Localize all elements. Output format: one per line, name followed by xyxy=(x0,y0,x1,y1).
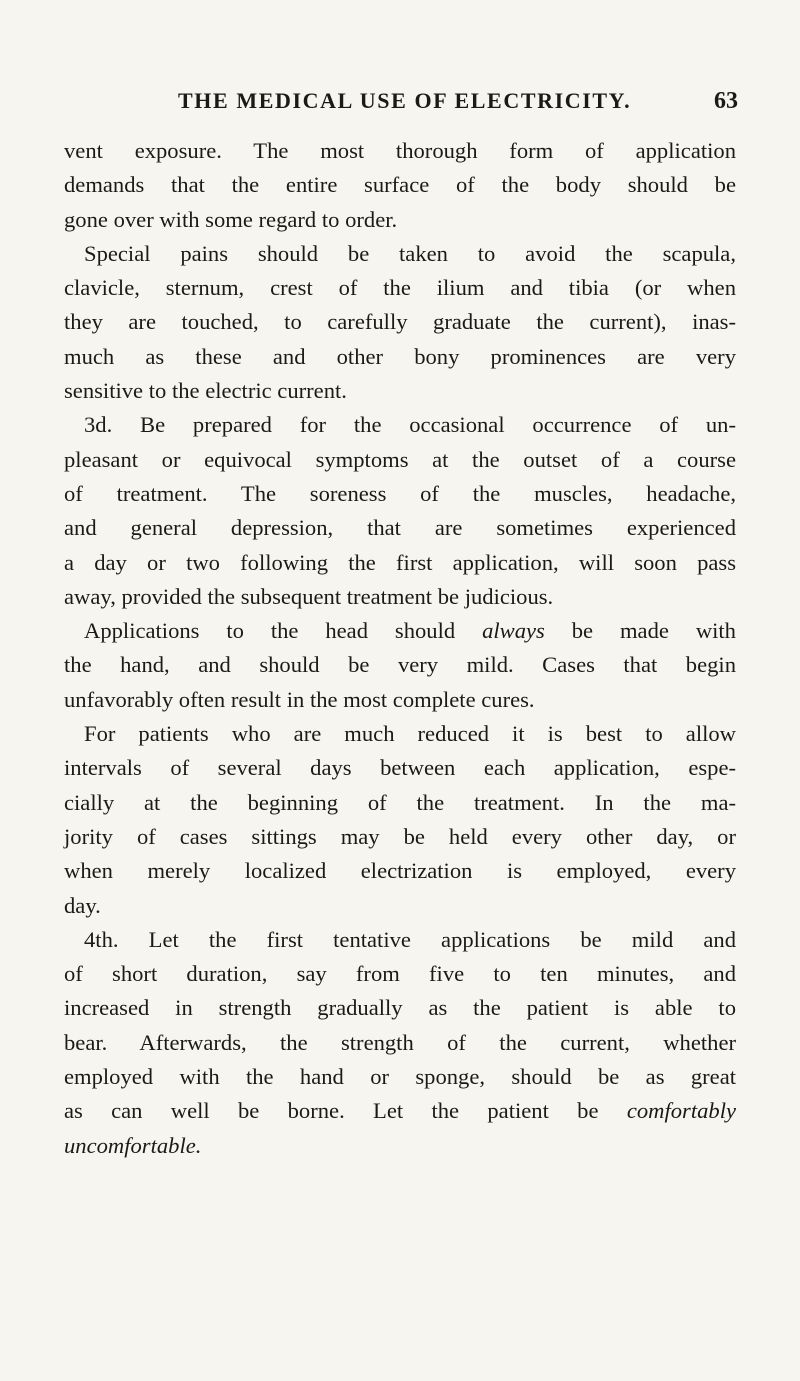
text-segment: be made with xyxy=(571,618,736,644)
text-line: sensitive to the electric current. xyxy=(64,378,347,404)
text-line: the hand, and should be very mild. Cases that begin xyxy=(64,652,736,678)
text-line: when merely localized electrization is employed, every xyxy=(64,858,736,884)
running-title: THE MEDICAL USE OF ELECTRICITY. xyxy=(178,88,632,113)
running-head xyxy=(178,88,738,122)
text-line: vent exposure. The most thorough form of application xyxy=(64,138,736,163)
text-line xyxy=(64,614,736,648)
text-line: cially at the beginning of the treatment. In the ma- xyxy=(64,789,736,815)
text-line: 4th. Let the first tentative applications be mild and xyxy=(84,926,736,952)
text-line: clavicle, sternum, crest of the ilium and tibia (or when xyxy=(64,275,736,301)
text-line: much as these and other bony prominences are very xyxy=(64,343,736,369)
text-line: employed with the hand or sponge, should be as great xyxy=(64,1064,736,1090)
text-line: of treatment. The soreness of the muscles, headache, xyxy=(64,480,736,506)
text-line: jority of cases sittings may be held every other day, or xyxy=(64,823,736,849)
text-line: For patients who are much reduced it is best to allow xyxy=(84,721,736,747)
text-line: and general depression, that are sometimes experienced xyxy=(64,515,736,541)
text-line: gone over with some regard to order. xyxy=(64,206,398,232)
text-line: Special pains should be taken to avoid the scapula, xyxy=(84,240,736,266)
text-line: a day or two following the first application, will soon pass xyxy=(64,549,736,575)
page-number: 63 xyxy=(714,88,738,114)
italic-emphasis: always xyxy=(482,618,545,644)
text-line: demands that the entire surface of the body should be xyxy=(64,172,736,198)
text-line: intervals of several days between each application, espe- xyxy=(64,755,736,781)
text-line: 3d. Be prepared for the occasional occurrence of un- xyxy=(84,412,736,438)
text-line: unfavorably often result in the most complete cures. xyxy=(64,686,535,712)
text-line xyxy=(64,1094,736,1128)
text-segment: Applications to the head should xyxy=(84,618,456,644)
body-text xyxy=(64,134,736,1163)
text-line: bear. Afterwards, the strength of the current, whether xyxy=(64,1029,736,1055)
text-line: increased in strength gradually as the patient is able to xyxy=(64,995,736,1021)
text-line: they are touched, to carefully graduate the current), inas- xyxy=(64,309,736,335)
text-line: away, provided the subsequent treatment be judicious. xyxy=(64,583,554,609)
text-segment: as can well be borne. Let the patient be xyxy=(64,1098,599,1124)
text-line: pleasant or equivocal symptoms at the outset of a course xyxy=(64,446,736,472)
text-line: uncomfortable. xyxy=(64,1132,202,1158)
text-line: day. xyxy=(64,892,101,918)
italic-emphasis: comfortably xyxy=(626,1098,736,1124)
text-line: of short duration, say from five to ten minutes, and xyxy=(64,961,736,987)
